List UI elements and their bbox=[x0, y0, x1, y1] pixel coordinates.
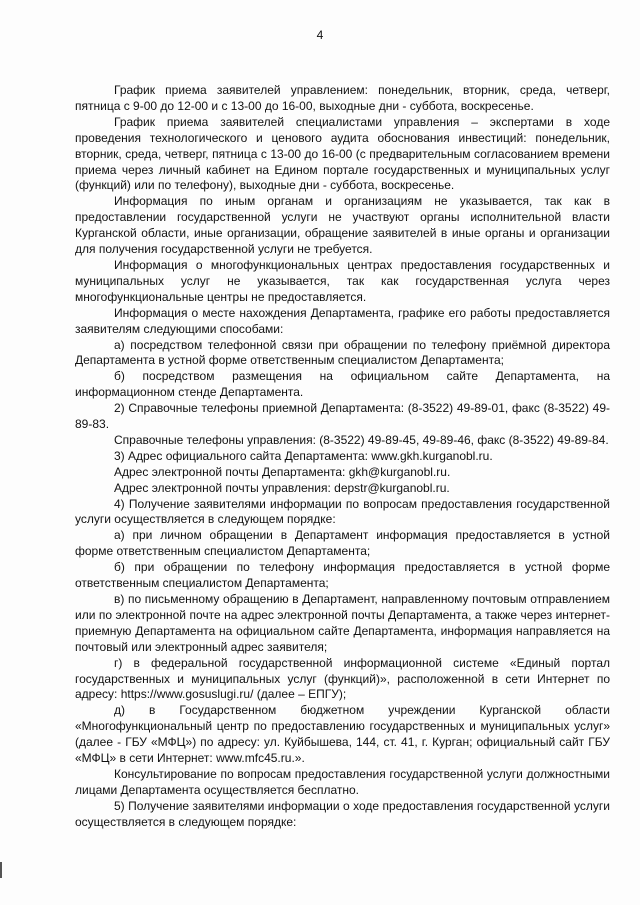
paragraph-progress-info: 5) Получение заявителями информации о ходе предоставления государственной услуги осуществляется в следующем порядке: bbox=[75, 798, 610, 829]
paragraph-item-v-written: в) по письменному обращению в Департамент, направленному почтовым отправлением или по электронной почте на адрес электронной почты Департамента, а также через интернет-приемную Департамента на официальном сайте Департамента, информация направляется на почтовый или электронный адрес заявителя; bbox=[75, 592, 610, 654]
paragraph-reception-phones: 2) Справочные телефоны приемной Департамента: (8-3522) 49-89-01, факс (8-3522) 49-89-83. bbox=[75, 401, 610, 432]
paragraph-info-procedure: 4) Получение заявителями информации по вопросам предоставления государственной услуги осуществляется в следующем порядке: bbox=[75, 496, 610, 527]
scan-edge-mark bbox=[0, 862, 2, 878]
paragraph-item-b-telephone: б) при обращении по телефону информация предоставляется в устной форме ответственным специалистом Департамента; bbox=[75, 560, 610, 591]
paragraph-item-b-website: б) посредством размещения на официальном сайте Департамента, на информационном стенде Департамента. bbox=[75, 369, 610, 400]
paragraph-other-bodies: Информация по иным органам и организациям не указывается, так как в предоставлении государственной услуги не участвуют органы исполнительной власти Курганской области, иные организации, обращение заявителей в иные органы и организации для получения государственной услуги не требуется. bbox=[75, 194, 610, 257]
paragraph-item-d-mfc: д) в Государственном бюджетном учреждении Курганской области «Многофункциональный центр по предоставлению государственных и муниципальных услуг» (далее - ГБУ «МФЦ») по адресу: ул. Куйбышева, 144, ст. 41, г. Курган; официальный сайт ГБУ «МФЦ» в сети Интернет: www.mfc45.ru.». bbox=[75, 703, 610, 766]
paragraph-management-email: Адрес электронной почты управления: depstr@kurganobl.ru. bbox=[114, 480, 450, 495]
paragraph-item-g-epgu: г) в федеральной государственной информационной системе «Единый портал государственных и муниципальных услуг (функций)», расположенной в сети Интернет по адресу: https://www.gosuslugi.ru/ (далее – ЕПГУ); bbox=[75, 655, 610, 702]
paragraph-item-a-phone: а) посредством телефонной связи при обращении по телефону приёмной директора Департамента в устной форме ответственным специалистом Департамента; bbox=[75, 337, 610, 368]
paragraph-schedule-department: График приема заявителей управлением: понедельник, вторник, среда, четверг, пятница с 9-00 до 12-00 и с 13-00 до 16-00, выходные дни - суббота, воскресенье. bbox=[75, 83, 610, 113]
document-body bbox=[75, 83, 610, 831]
paragraph-schedule-experts: График приема заявителей специалистами управления – экспертами в ходе проведения технологического и ценового аудита обоснования инвестиций: понедельник, вторник, среда, четверг, пятница с 13-00 до 16-00 (с предварительным согласованием времени приема через личный кабинет на Едином портале государственных и муниципальных услуг (функций) или по телефону), выходные дни - суббота, воскресенье. bbox=[75, 114, 610, 193]
paragraph-item-a-personal: а) при личном обращении в Департамент информация предоставляется в устной форме ответственным специалистом Департамента; bbox=[75, 528, 610, 559]
paragraph-management-phones: Справочные телефоны управления: (8-3522) 49-89-45, 49-89-46, факс (8-3522) 49-89-84. bbox=[114, 432, 609, 447]
paragraph-consulting-free: Консультирование по вопросам предоставления государственной услуги должностными лицами Департамента осуществляется бесплатно. bbox=[75, 766, 610, 797]
paragraph-website-address: 3) Адрес официального сайта Департамента: www.gkh.kurganobl.ru. bbox=[114, 448, 493, 463]
page-number: 4 bbox=[316, 28, 324, 42]
paragraph-department-email: Адрес электронной почты Департамента: gkh@kurganobl.ru. bbox=[114, 464, 451, 479]
paragraph-mfc-info: Информация о многофункциональных центрах предоставления государственных и муниципальных услуг не указывается, так как государственная услуга через многофункциональные центры не предоставляется. bbox=[75, 257, 610, 304]
paragraph-location-info: Информация о месте нахождения Департамента, графике его работы предоставляется заявителям следующими способами: bbox=[75, 305, 610, 336]
